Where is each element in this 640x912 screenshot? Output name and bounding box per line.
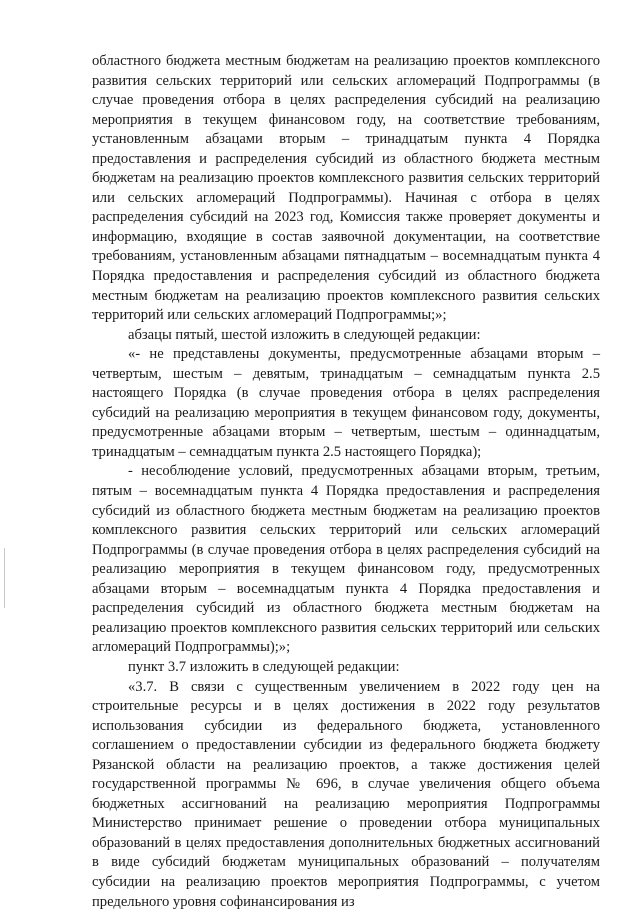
- paragraph-instruction-item-3-7: пункт 3.7 изложить в следующей редакции:: [92, 658, 600, 678]
- document-page: [92, 52, 600, 912]
- paragraph-item-3-7: «3.7. В связи с существенным увеличением в 2022 году цен на строительные ресурсы и в целях достижения в 2022 году результатов использования субсидии из федерального бюджета, установленного соглашением о предоставлении субсидии из федерального бюджета бюджету Рязанской области на реализацию проектов, а также достижения целей государственной программы № 696, в случае увеличения общего объема бюджетных ассигнований на реализацию мероприятия Подпрограммы Министерство принимает решение о проведении отбора муниципальных образований в целях предоставления дополнительных бюджетных ассигнований в виде субсидий бюджетам муниципальных образований – получателям субсидии на реализацию проектов мероприятия Подпрограммы, с учетом предельного уровня софинансирования из: [92, 678, 600, 912]
- paragraph-continuation: областного бюджета местным бюджетам на реализацию проектов комплексного развития сельских территорий или сельских агломераций Подпрограммы (в случае проведения отбора в целях распределения субсидий на реализацию мероприятия в текущем финансовом году, на соответствие требованиям, установленным абзацами вторым – тринадцатым пункта 4 Порядка предоставления и распределения субсидий из областного бюджета местным бюджетам на реализацию проектов комплексного развития сельских территорий или сельских агломераций Подпрограммы). Начиная с отбора в целях распределения субсидий на 2023 год, Комиссия также проверяет документы и информацию, входящие в состав заявочной документации, на соответствие требованиям, установленным абзацами пятнадцатым – восемнадцатым пункта 4 Порядка предоставления и распределения субсидий из областного бюджета местным бюджетам на реализацию проектов комплексного развития сельских территорий или сельских агломераций Подпрограммы;»;: [92, 52, 600, 326]
- paragraph-conditions-not-met: - несоблюдение условий, предусмотренных абзацами вторым, третьим, пятым – восемнадцатым пункта 4 Порядка предоставления и распределения субсидий из областного бюджета местным бюджетам на реализацию проектов комплексного развития сельских территорий или сельских агломераций Подпрограммы (в случае проведения отбора в целях распределения субсидий на реализацию мероприятия в текущем финансовом году, предусмотренных абзацами вторым – восемнадцатым пункта 4 Порядка предоставления и распределения субсидий из областного бюджета местным бюджетам на реализацию проектов комплексного развития сельских территорий или сельских агломераций Подпрограммы);»;: [92, 462, 600, 657]
- scan-edge-mark: [4, 548, 5, 608]
- paragraph-instruction-paragraphs-5-6: абзацы пятый, шестой изложить в следующей редакции:: [92, 326, 600, 346]
- paragraph-documents-not-provided: «- не представлены документы, предусмотренные абзацами вторым – четвертым, шестым – девятым, тринадцатым – семнадцатым пункта 2.5 настоящего Порядка (в случае проведения отбора в целях распределения субсидий на реализацию мероприятия в текущем финансовом году, документы, предусмотренные абзацами вторым – четвертым, шестым – одиннадцатым, тринадцатым – семнадцатым пункта 2.5 настоящего Порядка);: [92, 345, 600, 462]
